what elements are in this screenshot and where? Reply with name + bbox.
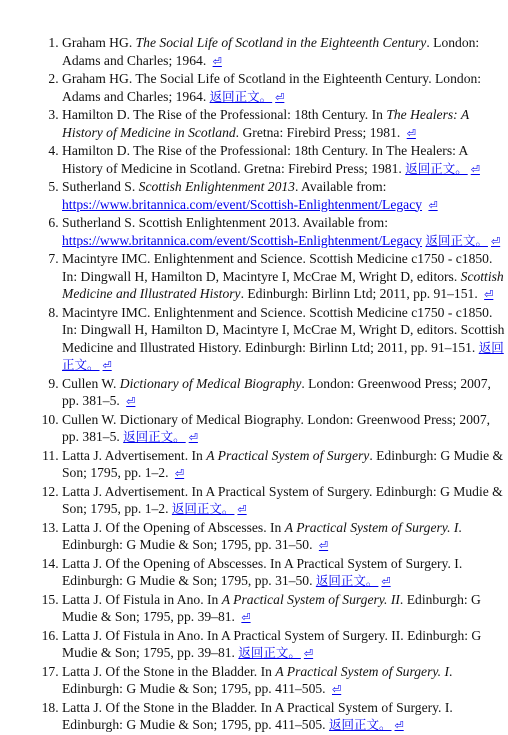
return-to-text-link[interactable]: 返回正文。	[425, 232, 488, 248]
reference-text-before: Latta J. Of the Opening of Abscesses. In	[62, 555, 284, 571]
reference-text-before: Graham HG.	[62, 35, 136, 50]
reference-title: A Practical System of Surgery. II	[220, 627, 401, 643]
back-link-icon[interactable]: ⏎	[237, 503, 247, 516]
reference-text-after: . London: Greenwood Press; 2007, pp. 381–5.	[62, 375, 491, 408]
reference-title: Dictionary of Medical Biography	[119, 411, 301, 427]
reference-text-before: Macintyre IMC. Enlightenment and Science. Scottish Medicine c1750 - c1850. In: Dingwall H, Hamilton D, Macintyre I, McCrae M, Wright D, editors.	[62, 251, 493, 284]
reference-text-after: . Edinburgh: Birlinn Ltd; 2011, pp. 91–151.	[238, 339, 479, 355]
reference-text-after: . Edinburgh: G Mudie & Son; 1795, pp. 39–81.	[62, 627, 482, 660]
back-link-icon[interactable]: ⏎	[406, 126, 416, 140]
return-to-text-link[interactable]: 返回正文。	[315, 573, 379, 588]
reference-text-after: . Edinburgh: G Mudie & Son; 1795, pp. 1–2.	[62, 483, 503, 516]
reference-item	[62, 411, 508, 447]
back-link-icon[interactable]: ⏎	[470, 162, 480, 176]
return-to-text-link[interactable]: 返回正文。	[405, 160, 468, 176]
reference-title: The Social Life of Scotland in the Eighteenth Century	[135, 35, 427, 50]
back-link-icon[interactable]: ⏎	[126, 395, 136, 408]
back-link-icon[interactable]: ⏎	[188, 431, 198, 444]
reference-title: A Practical System of Surgery	[205, 483, 369, 499]
back-link-icon[interactable]: ⏎	[174, 467, 185, 480]
reference-title: The Healers: A History of Medicine in Scotland	[62, 107, 469, 140]
reference-text-after: . Edinburgh: G Mudie & Son; 1795, pp. 31–50.	[62, 519, 462, 552]
reference-text-after: . Available from:	[296, 215, 388, 230]
reference-title: A Practical System of Surgery. I	[284, 519, 459, 535]
back-link-icon[interactable]: ⏎	[275, 90, 285, 104]
reference-title: Scottish Medicine and Illustrated History	[62, 268, 504, 301]
reference-title: The Social Life of Scotland in the Eighteenth Century	[135, 71, 429, 86]
reference-title: A Practical System of Surgery. II	[221, 591, 400, 607]
reference-text-before: Cullen W.	[62, 411, 120, 427]
reference-text-after: . Edinburgh: G Mudie & Son; 1795, pp. 411–505.	[62, 699, 453, 732]
reference-item	[62, 142, 508, 178]
reference-text-before: Latta J. Of the Opening of Abscesses. In	[62, 519, 285, 535]
reference-item	[62, 447, 508, 483]
reference-title: Scottish Enlightenment 2013	[138, 179, 295, 194]
reference-item	[62, 106, 508, 142]
reference-item	[62, 699, 508, 735]
reference-text-after: . London: Adams and Charles; 1964.	[62, 71, 482, 104]
reference-title: A Practical System of Surgery. I	[275, 663, 449, 679]
return-to-text-link[interactable]: 返回正文。	[62, 339, 504, 372]
reference-item	[62, 214, 508, 250]
reference-item	[62, 519, 508, 555]
reference-title: A Practical System of Surgery. I	[284, 555, 459, 571]
reference-item	[62, 34, 508, 70]
back-link-icon[interactable]: ⏎	[331, 683, 342, 696]
reference-title: Scottish Medicine and Illustrated History	[62, 322, 505, 355]
reference-text-before: Latta J. Advertisement. In	[62, 483, 206, 499]
back-link-icon[interactable]: ⏎	[490, 234, 501, 248]
reference-item	[62, 555, 508, 591]
reference-url-link[interactable]: https://www.britannica.com/event/Scottish-Enlightenment/Legacy	[62, 232, 423, 248]
reference-text-before: Latta J. Of Fistula in Ano. In	[62, 591, 222, 607]
reference-item	[62, 627, 508, 663]
return-to-text-link[interactable]: 返回正文。	[209, 88, 273, 104]
return-to-text-link[interactable]: 返回正文。	[171, 501, 235, 516]
back-link-icon[interactable]: ⏎	[303, 647, 314, 660]
back-link-icon[interactable]: ⏎	[318, 539, 329, 552]
reference-text-after: . Edinburgh: G Mudie & Son; 1795, pp. 31–50.	[62, 555, 463, 588]
reference-text-before: Hamilton D. The Rise of the Professional: 18th Century. In	[62, 107, 387, 122]
reference-title: A Practical System of Surgery. I	[274, 699, 450, 715]
reference-text-before: Latta J. Of the Stone in the Bladder. In	[62, 663, 276, 679]
back-link-icon[interactable]: ⏎	[381, 575, 391, 588]
reference-text-after: . Edinburgh: G Mudie & Son; 1795, pp. 411–505.	[62, 663, 453, 696]
reference-title: Scottish Enlightenment 2013	[138, 215, 297, 230]
reference-text-before: Latta J. Advertisement. In	[62, 447, 207, 463]
reference-text-before: Sutherland S.	[62, 215, 139, 230]
reference-text-after: . London: Greenwood Press; 2007, pp. 381–5.	[62, 411, 491, 444]
reference-text-after: . Edinburgh: Birlinn Ltd; 2011, pp. 91–151.	[240, 286, 482, 301]
reference-url-link[interactable]: https://www.britannica.com/event/Scottish-Enlightenment/Legacy	[62, 196, 423, 212]
back-link-icon[interactable]: ⏎	[484, 288, 494, 301]
return-to-text-link[interactable]: 返回正文。	[238, 645, 301, 660]
reference-text-before: Graham HG.	[62, 71, 136, 86]
reference-title: The Healers: A History of Medicine in Scotland	[62, 143, 468, 176]
reference-text-before: Macintyre IMC. Enlightenment and Science. Scottish Medicine c1750 - c1850. In: Dingwall H, Hamilton D, Macintyre I, McCrae M, Wright D, editors.	[62, 304, 493, 337]
back-link-icon[interactable]: ⏎	[394, 719, 404, 732]
reference-text-after: . London: Adams and Charles; 1964.	[62, 35, 480, 68]
reference-item	[62, 178, 508, 214]
reference-item	[62, 304, 508, 375]
reference-text-after: . Edinburgh: G Mudie & Son; 1795, pp. 1–2.	[62, 447, 504, 480]
reference-text-before: Latta J. Of Fistula in Ano. In	[62, 627, 221, 643]
back-link-icon[interactable]: ⏎	[241, 611, 251, 624]
reference-text-before: Latta J. Of the Stone in the Bladder. In	[62, 699, 275, 715]
return-to-text-link[interactable]: 返回正文。	[123, 429, 186, 444]
reference-item	[62, 250, 508, 304]
reference-text-before: Sutherland S.	[62, 179, 139, 194]
reference-list	[18, 34, 508, 735]
reference-text-after: . Gretna: Firebird Press; 1981.	[235, 124, 404, 140]
return-to-text-link[interactable]: 返回正文。	[328, 717, 392, 732]
reference-text-before: Hamilton D. The Rise of the Professional: 18th Century. In	[62, 143, 387, 158]
back-link-icon[interactable]: ⏎	[428, 198, 438, 212]
reference-title: A Practical System of Surgery	[206, 447, 370, 463]
reference-text-after: . Gretna: Firebird Press; 1981.	[237, 160, 406, 176]
reference-item	[62, 663, 508, 699]
reference-title: Dictionary of Medical Biography	[119, 375, 302, 391]
reference-text-before: Cullen W.	[62, 375, 120, 391]
back-link-icon[interactable]: ⏎	[212, 54, 222, 68]
reference-text-after: . Available from:	[294, 179, 387, 194]
reference-item	[62, 591, 508, 627]
back-link-icon[interactable]: ⏎	[102, 359, 112, 372]
reference-item	[62, 483, 508, 519]
reference-text-after: . Edinburgh: G Mudie & Son; 1795, pp. 39–81.	[62, 591, 481, 624]
reference-item	[62, 375, 508, 411]
reference-item	[62, 70, 508, 106]
